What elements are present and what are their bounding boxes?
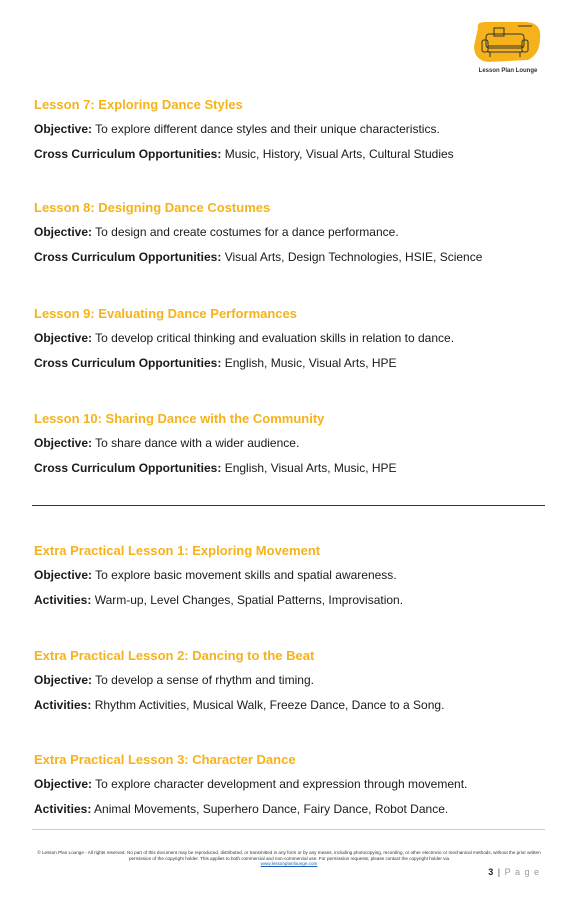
cross-curriculum-label: Cross Curriculum Opportunities:: [34, 356, 222, 370]
objective-line: [34, 436, 544, 450]
lesson-title: Extra Practical Lesson 2: Dancing to the Beat: [34, 648, 315, 663]
activities-text: Rhythm Activities, Musical Walk, Freeze Dance, Dance to a Song.: [94, 698, 445, 712]
cross-curriculum-text: English, Music, Visual Arts, HPE: [224, 356, 397, 370]
page-number-value: 3: [488, 867, 495, 877]
objective-line: [34, 777, 544, 791]
cross-curriculum-label: Cross Curriculum Opportunities:: [34, 147, 222, 161]
cross-curriculum-line: [34, 461, 544, 475]
objective-label: Objective:: [34, 673, 93, 687]
cross-curriculum-text: Visual Arts, Design Technologies, HSIE, Science: [224, 250, 483, 264]
lesson-10-section: [34, 411, 544, 486]
objective-text: To design and create costumes for a dance performance.: [95, 225, 399, 239]
objective-label: Objective:: [34, 568, 93, 582]
objective-label: Objective:: [34, 436, 93, 450]
lesson-7-section: [34, 97, 544, 172]
activities-label: Activities:: [34, 593, 92, 607]
activities-line: [34, 593, 544, 607]
objective-label: Objective:: [34, 777, 93, 791]
lesson-plan-lounge-logo: [472, 20, 544, 76]
activities-line: [34, 802, 544, 816]
copyright-text: © Lesson Plan Lounge - All rights reserved. No part of this document may be reproduced, distributed, or transmitted in any form or by any means, including photocopying, recording, or other electronic or mechanical methods, without the prior written permission of the copyright holder. This applies to both commercial and non-commercial use. For permission requests, please contact the copyright holder via: [37, 850, 541, 861]
objective-text: To develop a sense of rhythm and timing.: [95, 673, 314, 687]
lesson-9-section: [34, 306, 544, 381]
page-number: [488, 867, 540, 877]
objective-line: [34, 331, 544, 345]
activities-text: Warm-up, Level Changes, Spatial Patterns, Improvisation.: [94, 593, 404, 607]
page-separator: |: [494, 867, 505, 877]
objective-text: To explore character development and expression through movement.: [95, 777, 468, 791]
extra-lesson-1-section: [34, 543, 544, 618]
objective-label: Objective:: [34, 331, 93, 345]
objective-line: [34, 568, 544, 582]
cross-curriculum-text: Music, History, Visual Arts, Cultural Studies: [224, 147, 454, 161]
extra-lesson-3-section: [34, 752, 544, 827]
objective-text: To explore different dance styles and their unique characteristics.: [95, 122, 440, 136]
activities-label: Activities:: [34, 802, 92, 816]
objective-text: To develop critical thinking and evaluation skills in relation to dance.: [95, 331, 455, 345]
lesson-title: Lesson 10: Sharing Dance with the Community: [34, 411, 325, 426]
website-link[interactable]: www.lessonplanlounge.com: [260, 861, 318, 866]
section-divider: [32, 505, 545, 506]
activities-label: Activities:: [34, 698, 92, 712]
objective-line: [34, 225, 544, 239]
logo-text: Lesson Plan Lounge: [478, 68, 538, 74]
cross-curriculum-line: [34, 250, 544, 264]
objective-line: [34, 122, 544, 136]
copyright-footer: [36, 850, 542, 867]
cross-curriculum-label: Cross Curriculum Opportunities:: [34, 461, 222, 475]
cross-curriculum-line: [34, 147, 544, 161]
footer-divider: [32, 829, 545, 830]
sofa-logo-icon: [472, 20, 544, 70]
lesson-8-section: [34, 200, 544, 275]
lesson-title: Extra Practical Lesson 3: Character Dance: [34, 752, 296, 767]
objective-label: Objective:: [34, 122, 93, 136]
cross-curriculum-line: [34, 356, 544, 370]
lesson-title: Extra Practical Lesson 1: Exploring Movement: [34, 543, 321, 558]
activities-text: Animal Movements, Superhero Dance, Fairy Dance, Robot Dance.: [94, 802, 449, 816]
page-word: P a g e: [504, 867, 540, 877]
objective-label: Objective:: [34, 225, 93, 239]
lesson-title: Lesson 8: Designing Dance Costumes: [34, 200, 271, 215]
objective-line: [34, 673, 544, 687]
objective-text: To explore basic movement skills and spatial awareness.: [95, 568, 397, 582]
cross-curriculum-label: Cross Curriculum Opportunities:: [34, 250, 222, 264]
extra-lesson-2-section: [34, 648, 544, 723]
lesson-title: Lesson 7: Exploring Dance Styles: [34, 97, 243, 112]
objective-text: To share dance with a wider audience.: [95, 436, 300, 450]
cross-curriculum-text: English, Visual Arts, Music, HPE: [224, 461, 397, 475]
lesson-title: Lesson 9: Evaluating Dance Performances: [34, 306, 297, 321]
activities-line: [34, 698, 544, 712]
